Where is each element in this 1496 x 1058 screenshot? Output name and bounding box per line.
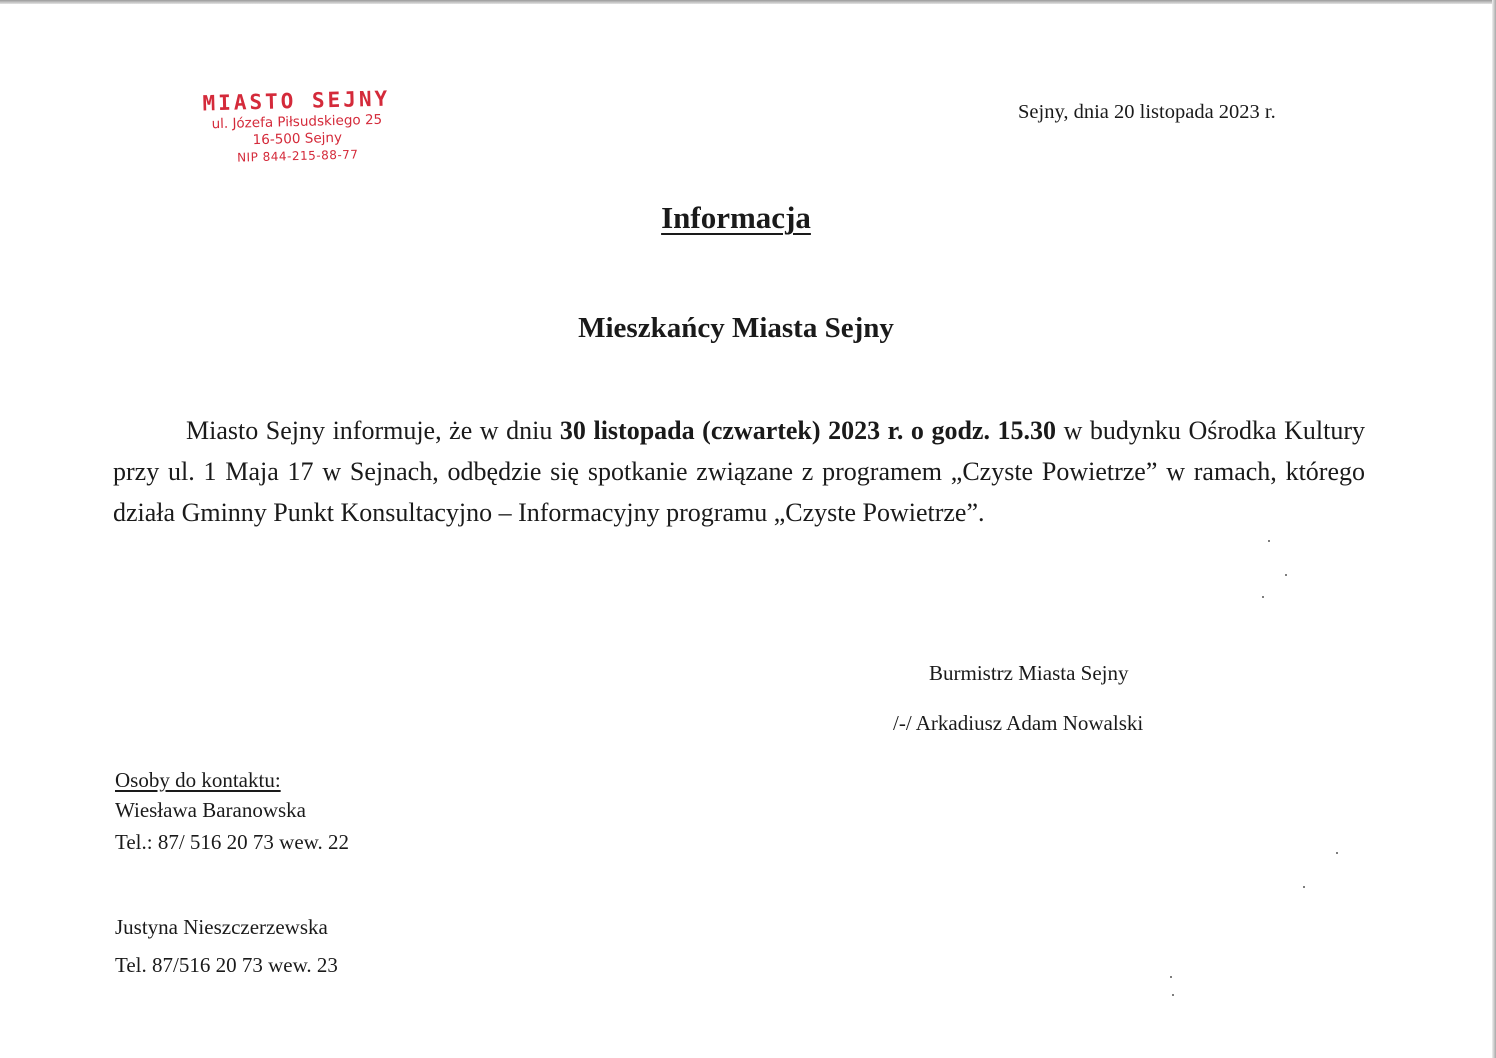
stamp-street: ul. Józefa Piłsudskiego 25: [211, 111, 383, 133]
scan-speck: [1336, 852, 1338, 854]
scan-edge-top: [0, 0, 1496, 4]
body-text-bold-date: 30 listopada (czwartek) 2023 r. o godz. 15.30: [559, 416, 1057, 445]
stamp-nip: NIP 844-215-88-77: [236, 147, 359, 165]
scan-edge-right: [1492, 0, 1496, 1058]
scan-speck: [1303, 886, 1305, 888]
scan-speck: [1170, 976, 1172, 978]
body-paragraph: [113, 410, 1365, 533]
signature-name: /-/ Arkadiusz Adam Nowalski: [893, 711, 1144, 735]
scan-speck: [1285, 574, 1287, 576]
contact-1-phone: Tel.: 87/ 516 20 73 wew. 22: [115, 830, 349, 854]
signature-block: [893, 660, 1143, 736]
contacts-label: Osoby do kontaktu:: [115, 768, 281, 792]
contact-2-name: Justyna Nieszczerzewska: [115, 915, 328, 939]
document-heading: Informacja: [661, 200, 811, 235]
office-stamp: [191, 85, 403, 167]
date-line: Sejny, dnia 20 listopada 2023 r.: [1018, 101, 1276, 123]
body-text-part1: Miasto Sejny informuje, że w dniu: [186, 416, 560, 445]
stamp-title: MIASTO SEJNY: [202, 86, 391, 116]
contact-2-phone: Tel. 87/516 20 73 wew. 23: [115, 953, 338, 977]
contacts-spacer: [115, 858, 349, 908]
stamp-postal: 16-500 Sejny: [252, 129, 343, 149]
scan-speck: [1262, 596, 1264, 598]
body-text-part2: w budynku Ośrodka Kultury przy ul. 1 Maja 17 w Sejnach, odbędzie się spotkanie związane z programem „Czyste Powietrze” w ramach, którego działa Gminny Punkt Konsultacyjno – Informacyjny programu „Czyste Powietrze”.: [113, 416, 1366, 527]
document-subheading: Mieszkańcy Miasta Sejny: [578, 312, 894, 344]
scan-speck: [1268, 540, 1270, 542]
contacts-block: [115, 766, 349, 984]
scan-speck: [1172, 994, 1174, 996]
contact-1-name: Wiesława Baranowska: [115, 798, 306, 822]
signature-role: Burmistrz Miasta Sejny: [929, 661, 1129, 685]
